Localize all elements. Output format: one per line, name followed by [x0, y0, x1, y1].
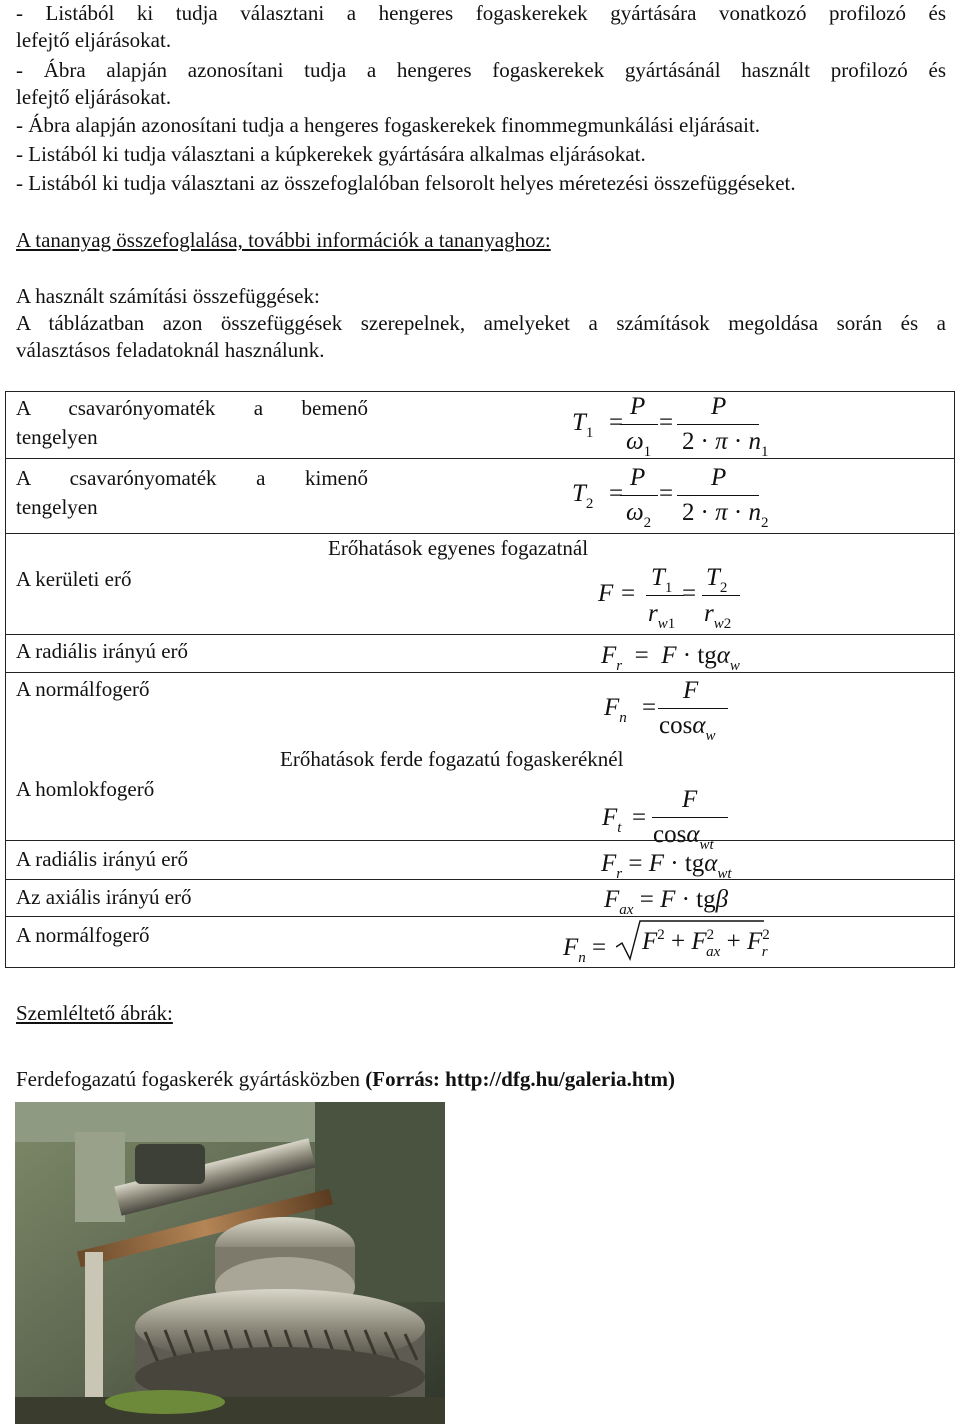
- row-input-torque-label-2: tengelyen: [16, 425, 98, 449]
- gear-hobbing-photo: [15, 1102, 445, 1424]
- summary-heading: A tananyag összefoglalása, további információk a tananyaghoz:: [16, 228, 551, 252]
- section-straight-teeth: Erőhatások egyenes fogazatnál: [328, 536, 589, 560]
- formulas-heading: A használt számítási összefüggések:: [16, 284, 320, 308]
- row-divider: [6, 879, 954, 880]
- row-tangential-force-label: A kerületi erő: [16, 567, 132, 591]
- row-input-torque-label: A csavarónyomaték a bemenő: [16, 396, 368, 420]
- objective-1: - Listából ki tudja választani a hengeres fogaskerekek gyártására vonatkozó profilozó és: [16, 1, 946, 25]
- objective-2: - Ábra alapján azonosítani tudja a hengeres fogaskerekek gyártásánál használt profilozó és: [16, 58, 946, 82]
- row-divider: [6, 458, 954, 459]
- intro-line-2: választásos feladatoknál használunk.: [16, 338, 325, 362]
- formula-table: A csavarónyomaték a bemenő tengelyen A csavarónyomaték a kimenő tengelyen Erőhatások egyenes fogazatnál A kerületi erő A radiális irányú erő A normálfogerő Erőhatások ferde fogazatú fogaskeréknél A homlokfogerő A radiális irányú erő Az axiális irányú erő A normálfogerő $T_1$ = P $\omega_1$ = P $2 \cdot \pi \cdot n_1$ $T_2$ = P $\omega_2$ = P $2 \cdot \pi \cdot n_2$ F = $T_1$ $r_{w1}$ = $T_2$ $r_{w2}$ $F_r = F \cdot tg\alpha_w$ $F_n$ = F cosα$_w$ $F_t$ = F cosα$_{wt}$ $F_r = F \cdot tg\alpha_{wt}$ $F_{ax} = F \cdot tg\beta$ $F_n$ = $F^2 + F^2_{ax} + F^2_r$: [5, 391, 955, 968]
- caption-text: Ferdefogazatú fogaskerék gyártásközben: [16, 1067, 366, 1091]
- row-output-torque-label: A csavarónyomaték a kimenő: [16, 466, 368, 490]
- row-helical-normal-force-label: A normálfogerő: [16, 923, 150, 947]
- row-axial-force-label: Az axiális irányú erő: [16, 885, 192, 909]
- objective-3: - Ábra alapján azonosítani tudja a hengeres fogaskerekek finommegmunkálási eljárásait.: [16, 113, 761, 137]
- row-helical-radial-force-label: A radiális irányú erő: [16, 847, 189, 871]
- row-divider: [6, 672, 954, 673]
- objective-5: - Listából ki tudja választani az összefoglalóban felsorolt helyes méretezési összefüggéseket.: [16, 171, 796, 195]
- objective-1-cont: lefejtő eljárásokat.: [16, 28, 172, 52]
- row-divider: [6, 840, 954, 841]
- objective-2-cont: lefejtő eljárásokat.: [16, 85, 172, 109]
- section-helical-teeth: Erőhatások ferde fogazatú fogaskeréknél: [280, 747, 624, 771]
- objective-4: - Listából ki tudja választani a kúpkerekek gyártására alkalmas eljárásokat.: [16, 142, 646, 166]
- row-normal-force-label: A normálfogerő: [16, 677, 150, 701]
- caption-source: (Forrás: http://dfg.hu/galeria.htm): [365, 1067, 675, 1091]
- row-radial-force-label: A radiális irányú erő: [16, 639, 189, 663]
- photo-caption: [16, 1066, 946, 1093]
- row-output-torque-label-2: tengelyen: [16, 495, 98, 519]
- illustrations-heading: Szemléltető ábrák:: [16, 1001, 173, 1025]
- row-divider: [6, 533, 954, 534]
- row-divider: [6, 634, 954, 635]
- row-face-force-label: A homlokfogerő: [16, 777, 155, 801]
- intro-line-1: A táblázatban azon összefüggések szerepelnek, amelyeket a számítások megoldása során és a: [16, 311, 946, 335]
- row-divider: [6, 916, 954, 917]
